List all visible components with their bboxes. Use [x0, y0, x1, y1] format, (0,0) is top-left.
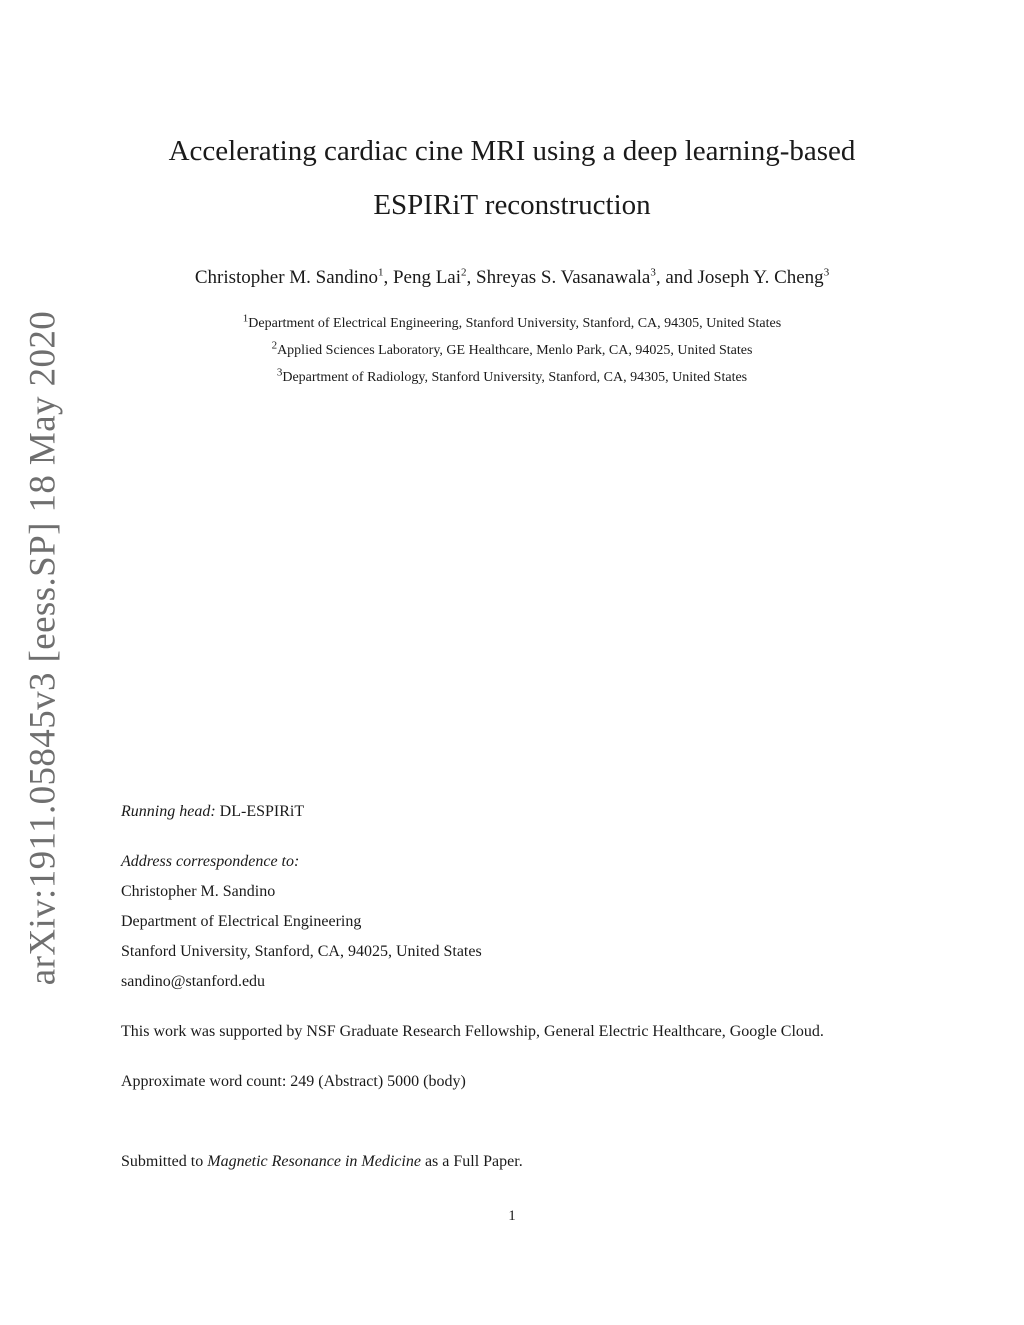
- running-head-value: DL-ESPIRiT: [219, 803, 305, 820]
- correspondence-label: Address correspondence to:: [121, 853, 300, 870]
- funding-statement: This work was supported by NSF Graduate Research Fellowship, General Electric Healthcare, Google Cloud.: [121, 1023, 824, 1040]
- running-head: [121, 804, 304, 820]
- running-head-label: Running head:: [121, 803, 216, 820]
- author-name: Christopher M. Sandino: [194, 267, 378, 288]
- journal-name: Magnetic Resonance in Medicine: [207, 1153, 421, 1170]
- author-separator: , and: [655, 267, 698, 288]
- correspondence-dept: Department of Electrical Engineering: [121, 913, 362, 930]
- submission-statement: [121, 1154, 523, 1170]
- author-list: [0, 268, 1024, 287]
- author-separator: ,: [466, 267, 477, 288]
- affiliation-2: [0, 339, 1024, 358]
- affiliation-1: [0, 312, 1024, 331]
- page-number: 1: [508, 1208, 516, 1224]
- author-name: Peng Lai: [392, 267, 462, 288]
- correspondence-name: Christopher M. Sandino: [121, 883, 276, 900]
- arxiv-stamp: arXiv:1911.05845v3 [eess.SP] 18 May 2020: [22, 310, 64, 986]
- author-affil-mark: 2: [461, 266, 467, 279]
- paper-title-line-2: ESPIRiT reconstruction: [373, 189, 651, 221]
- affiliation-text: Department of Electrical Engineering, Stanford University, Stanford, CA, 94305, United States: [248, 316, 782, 331]
- author-affil-mark: 3: [650, 266, 656, 279]
- correspondence-email: sandino@stanford.edu: [121, 973, 266, 990]
- submission-prefix: Submitted to: [121, 1153, 208, 1170]
- author-separator: ,: [383, 267, 393, 288]
- author-name: Joseph Y. Cheng: [697, 267, 824, 288]
- affiliation-text: Department of Radiology, Stanford University, Stanford, CA, 94305, United States: [282, 370, 748, 385]
- correspondence-address: Stanford University, Stanford, CA, 94025, United States: [121, 943, 482, 960]
- paper-title-line-1: Accelerating cardiac cine MRI using a deep learning-based: [168, 135, 856, 167]
- affiliation-mark: 3: [276, 366, 283, 379]
- affiliation-mark: 1: [242, 312, 249, 325]
- submission-suffix: as a Full Paper.: [420, 1153, 523, 1170]
- affiliation-3: [0, 366, 1024, 385]
- author-affil-mark: 1: [377, 266, 384, 279]
- word-count: Approximate word count: 249 (Abstract) 5000 (body): [121, 1073, 466, 1090]
- author-name: Shreyas S. Vasanawala: [476, 267, 651, 288]
- affiliation-mark: 2: [271, 339, 278, 352]
- affiliation-text: Applied Sciences Laboratory, GE Healthcare, Menlo Park, CA, 94025, United States: [277, 343, 753, 358]
- author-affil-mark: 3: [823, 266, 830, 279]
